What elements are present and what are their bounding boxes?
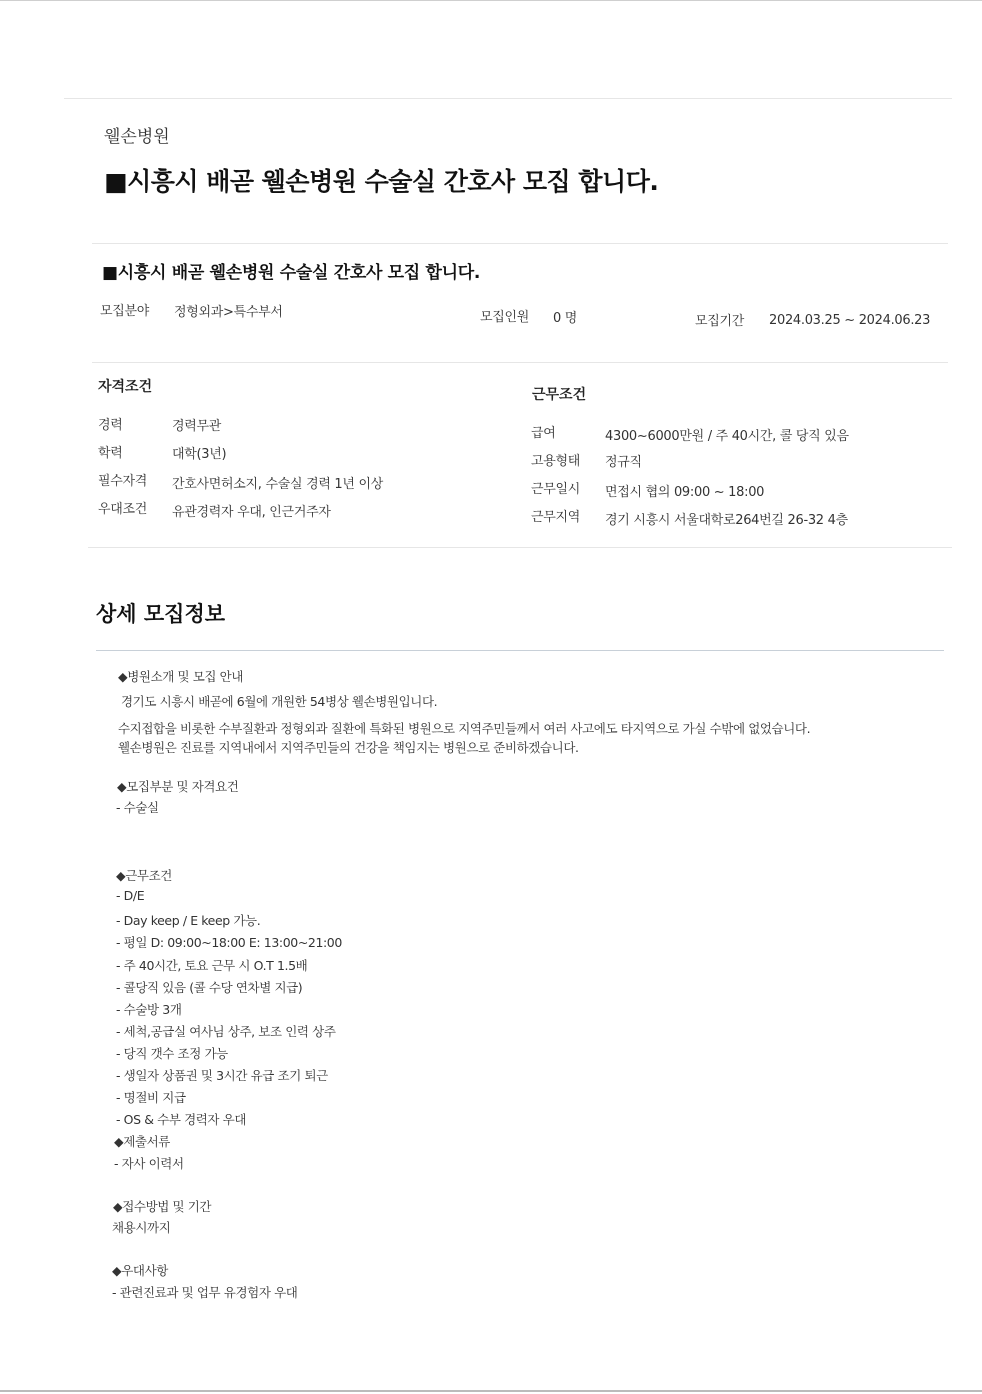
detail-section-heading: ◆근무조건 [116,868,172,883]
hospital-name: 웰손병원 [104,127,170,147]
field-value: 정형외과>특수부서 [174,305,283,320]
qualifications-heading: 자격조건 [98,379,153,395]
detail-text: - 주 40시간, 토요 근무 시 O.T 1.5배 [116,958,308,973]
detail-text: - 수술방 3개 [116,1002,182,1017]
qual-label-education: 학력 [98,446,123,461]
detail-text: - 명절비 지급 [116,1090,186,1105]
detail-heading: 상세 모집정보 [96,602,226,626]
detail-text: - Day keep / E keep 가능. [116,913,261,928]
detail-text: - 평일 D: 09:00~18:00 E: 13:00~21:00 [116,935,342,950]
qual-label-career: 경력 [98,418,123,433]
detail-section-heading: ◆우대사항 [112,1263,168,1278]
detail-text: 경기도 시흥시 배곧에 6월에 개원한 54병상 웰손병원입니다. [121,694,438,709]
detail-text: - 세척,공급실 여사님 상주, 보조 인력 상주 [116,1024,336,1039]
detail-text: - 자사 이력서 [114,1156,184,1171]
detail-text: - OS & 수부 경력자 우대 [116,1112,247,1127]
detail-section-heading: ◆병원소개 및 모집 안내 [118,669,244,684]
cond-label-schedule: 근무일시 [531,482,581,497]
bottom-border [0,1390,982,1392]
detail-text: 채용시까지 [112,1220,171,1235]
count-value: 0 명 [553,311,578,326]
divider [88,547,952,548]
detail-text: - 생일자 상품권 및 3시간 유급 조기 퇴근 [116,1068,328,1083]
detail-section-heading: ◆접수방법 및 기간 [113,1199,212,1214]
divider [92,243,948,244]
qual-value-required: 간호사면허소지, 수술실 경력 1년 이상 [172,477,384,492]
page-title: ■시흥시 배곧 웰손병원 수술실 간호사 모집 합니다. [104,167,659,196]
detail-text: 수지접합을 비롯한 수부질환과 정형외과 질환에 특화된 병원으로 지역주민들께서 여러 사고에도 타지역으로 가실 수밖에 없었습니다. [118,721,811,736]
cond-label-salary: 급여 [531,426,556,441]
qual-value-education: 대학(3년) [172,447,227,462]
cond-label-location: 근무지역 [531,510,581,525]
count-label: 모집인원 [480,310,530,325]
detail-text: - D/E [116,888,145,903]
cond-value-salary: 4300~6000만원 / 주 40시간, 콜 당직 있음 [605,429,849,444]
period-value: 2024.03.25 ~ 2024.06.23 [769,313,931,328]
detail-text: 웰손병원은 진료를 지역내에서 지역주민들의 건강을 책임지는 병원으로 준비하겠습니다. [118,740,579,755]
cond-value-location: 경기 시흥시 서울대학로264번길 26-32 4층 [605,513,848,528]
cond-value-schedule: 면접시 협의 09:00 ~ 18:00 [605,485,765,500]
qual-value-preferred: 유관경력자 우대, 인근거주자 [172,505,331,520]
detail-section-heading: ◆모집부분 및 자격요건 [117,779,239,794]
cond-label-employment: 고용형태 [531,454,581,469]
detail-text: - 수술실 [116,800,159,815]
detail-text: - 콜당직 있음 (콜 수당 연차별 지급) [116,980,303,995]
detail-text: - 당직 갯수 조정 가능 [116,1046,228,1061]
divider [64,98,952,99]
conditions-heading: 근무조건 [532,387,587,403]
qual-label-preferred: 우대조건 [98,502,148,517]
qual-value-career: 경력무관 [172,419,222,434]
field-label: 모집분야 [100,304,150,319]
divider [92,362,948,363]
detail-divider [96,650,944,651]
detail-section-heading: ◆제출서류 [114,1134,170,1149]
period-label: 모집기간 [695,314,745,329]
posting-subtitle: ■시흥시 배곧 웰손병원 수술실 간호사 모집 합니다. [102,263,481,283]
detail-text: - 관련진료과 및 업무 유경험자 우대 [112,1285,298,1300]
qual-label-required: 필수자격 [98,474,148,489]
cond-value-employment: 정규직 [605,455,642,470]
top-border [0,0,982,1]
